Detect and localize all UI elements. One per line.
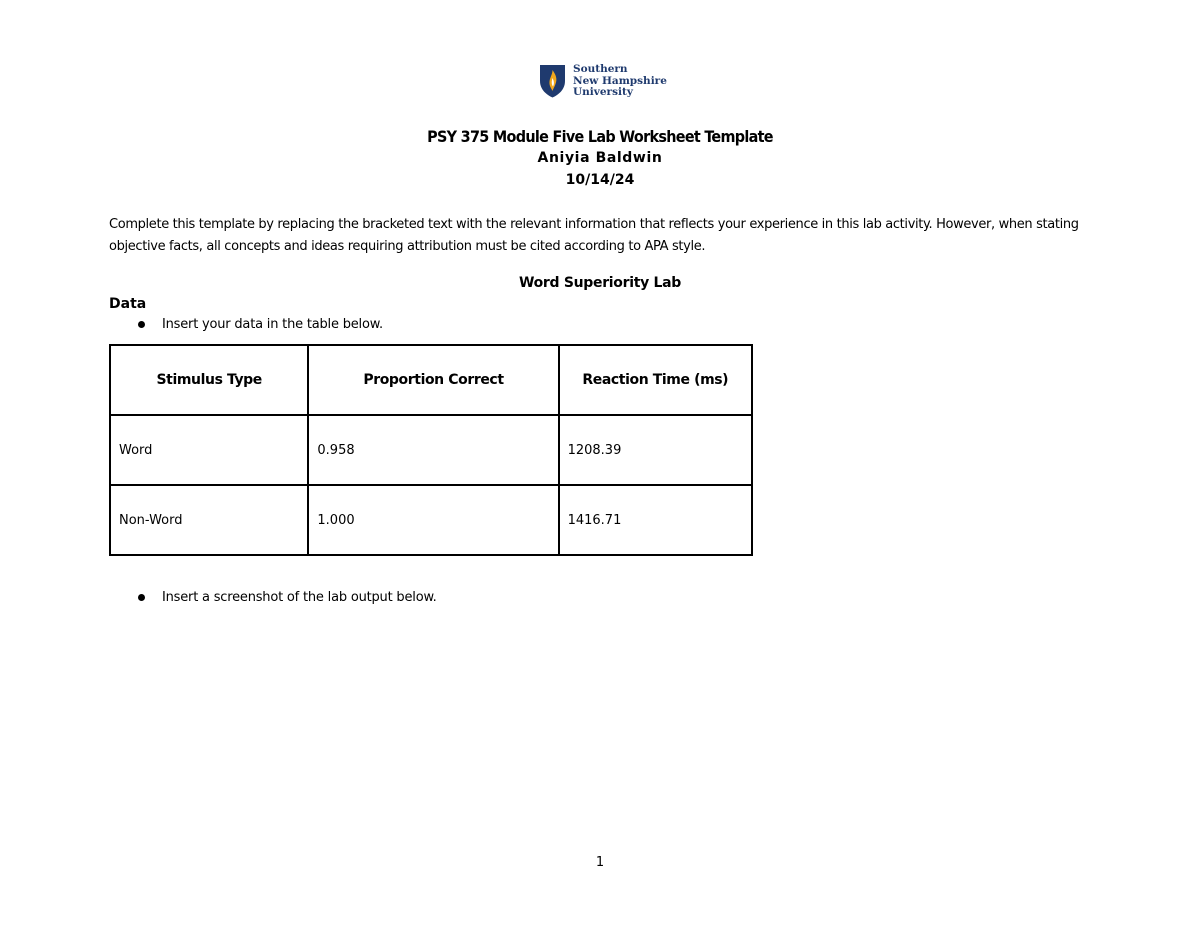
bullet-dot-icon — [138, 321, 145, 328]
bullet-dot-icon — [138, 594, 145, 601]
data-table — [109, 344, 753, 556]
column-header: Reaction Time (ms) — [559, 345, 752, 415]
table-cell: Word — [110, 415, 308, 485]
table-cell: Non-Word — [110, 485, 308, 555]
lab-title: Word Superiority Lab — [518, 275, 682, 291]
table-row — [110, 485, 752, 555]
document-date: 10/14/24 — [565, 172, 635, 188]
shield-flame-icon — [539, 64, 566, 98]
column-header: Stimulus Type — [110, 345, 308, 415]
logo-wordmark — [573, 64, 667, 99]
table-cell: 1416.71 — [559, 485, 752, 555]
bullet-text: Insert a screenshot of the lab output below. — [162, 590, 437, 605]
table-row — [110, 415, 752, 485]
logo-line-1: Southern — [573, 63, 628, 75]
bullet-item — [138, 590, 437, 605]
page-number: 1 — [595, 855, 605, 870]
data-section-heading: Data — [109, 296, 147, 312]
column-header: Proportion Correct — [308, 345, 558, 415]
author-name: Aniyia Baldwin — [537, 150, 663, 166]
document-title: PSY 375 Module Five Lab Worksheet Template — [427, 127, 773, 146]
instructions-paragraph: Complete this template by replacing the bracketed text with the relevant information that reflects your experience in this lab activity. However, when stating objective facts, all concepts and ideas requiring attribution must be cited according to APA style. — [109, 217, 1079, 254]
logo-line-2: New Hampshire — [573, 74, 667, 87]
table-cell: 1.000 — [308, 485, 558, 555]
table-cell: 1208.39 — [559, 415, 752, 485]
bullet-item — [138, 317, 383, 332]
table-cell: 0.958 — [308, 415, 558, 485]
snhu-logo — [539, 64, 667, 99]
table-header-row — [110, 345, 752, 415]
logo-line-3: University — [573, 86, 633, 98]
bullet-text: Insert your data in the table below. — [162, 317, 383, 332]
